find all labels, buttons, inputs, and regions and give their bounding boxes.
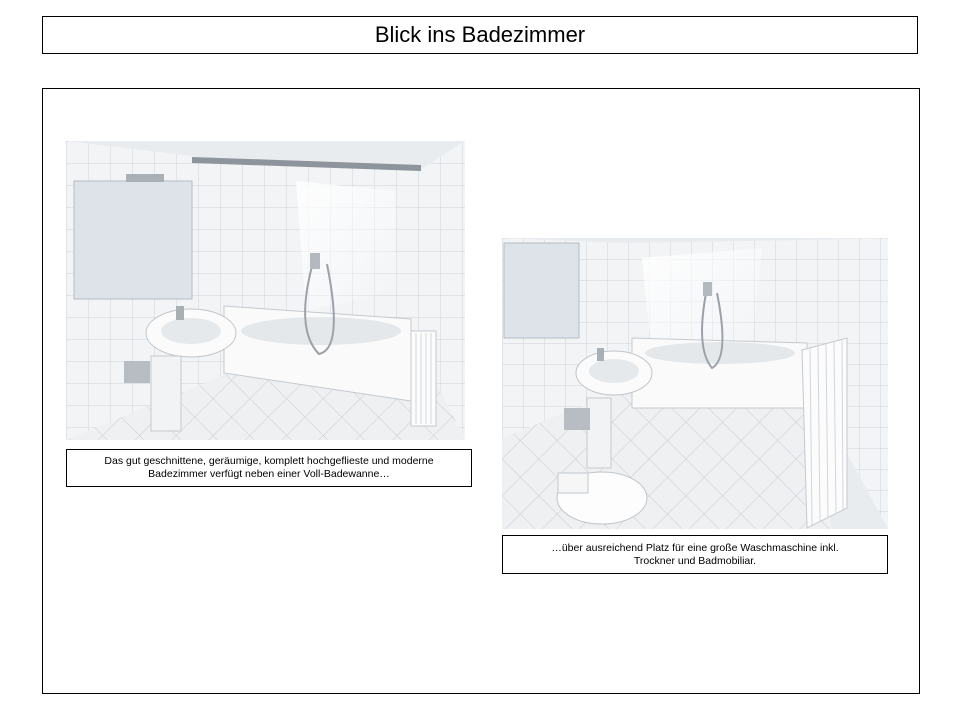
bathroom-photo-1 xyxy=(66,141,465,440)
caption-line: …über ausreichend Platz für eine große Waschmaschine inkl. xyxy=(551,541,839,554)
bathroom-photo-icon xyxy=(502,238,888,529)
slide-title-box xyxy=(42,16,918,54)
bathroom-photo-2 xyxy=(502,238,888,529)
slide-title: Blick ins Badezimmer xyxy=(374,22,586,47)
caption-line: Trockner und Badmobiliar. xyxy=(633,554,757,567)
photo-caption-1 xyxy=(66,449,472,487)
caption-line: Das gut geschnittene, geräumige, komplett hochgeflieste und moderne xyxy=(104,455,434,467)
bathroom-photo-icon xyxy=(66,141,465,440)
photo-caption-2 xyxy=(502,535,888,574)
caption-line: Badezimmer verfügt neben einer Voll-Badewanne… xyxy=(148,468,390,480)
